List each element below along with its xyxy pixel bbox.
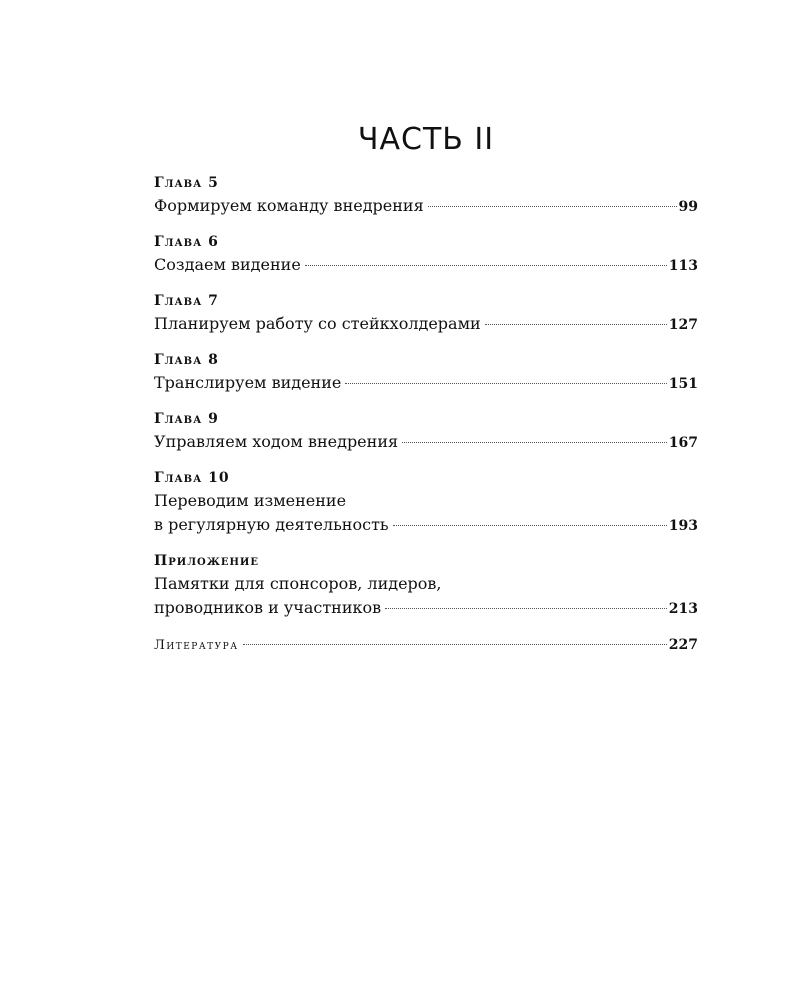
table-of-contents	[154, 172, 698, 658]
chapter-title: в регулярную деятельность	[154, 515, 389, 534]
chapter-title: Формируем команду внедрения	[154, 196, 424, 215]
dot-leader	[305, 265, 667, 266]
toc-entry	[154, 290, 698, 337]
dot-leader	[402, 442, 667, 443]
page-number: 213	[668, 601, 698, 617]
toc-line	[154, 572, 698, 596]
page-number: 193	[668, 518, 698, 534]
chapter-label: Глава 8	[154, 352, 219, 368]
page-number: 151	[668, 376, 698, 392]
dot-leader	[428, 206, 677, 207]
chapter-title: Управляем ходом внедрения	[154, 432, 399, 451]
toc-line	[154, 596, 698, 621]
toc-line	[154, 513, 698, 538]
chapter-title: Создаем видение	[154, 255, 301, 274]
dot-leader	[385, 608, 667, 609]
dot-leader	[393, 525, 667, 526]
dot-leader	[345, 383, 666, 384]
page-number: 167	[668, 435, 698, 451]
chapter-title: Памятки для спонсоров, лидеров,	[154, 574, 442, 593]
toc-entry	[154, 550, 698, 621]
chapter-label: Глава 9	[154, 411, 219, 427]
literature-label: Литература	[154, 638, 239, 653]
toc-line	[154, 253, 698, 278]
toc-line	[154, 430, 698, 455]
toc-line	[154, 312, 698, 337]
toc-line	[154, 489, 698, 513]
chapter-label: Глава 6	[154, 234, 219, 250]
toc-entry	[154, 349, 698, 396]
toc-line	[154, 371, 698, 396]
toc-entry	[154, 231, 698, 278]
chapter-title: Планируем работу со стейкхолдерами	[154, 314, 481, 333]
toc-line	[154, 194, 698, 219]
dot-leader	[485, 324, 667, 325]
toc-entry	[154, 408, 698, 455]
toc-entry	[154, 172, 698, 219]
toc-entry	[154, 467, 698, 538]
chapter-label: Приложение	[154, 553, 260, 569]
chapter-label: Глава 5	[154, 175, 219, 191]
dot-leader	[243, 644, 667, 645]
chapter-label: Глава 7	[154, 293, 219, 309]
chapter-title: Переводим изменение	[154, 491, 347, 510]
page-number: 127	[668, 317, 698, 333]
part-title: ЧАСТЬ II	[357, 122, 495, 157]
page-number: 113	[668, 258, 698, 274]
page-number: 227	[668, 637, 698, 653]
literature-entry	[154, 633, 698, 658]
page-number: 99	[678, 199, 698, 215]
chapter-label: Глава 10	[154, 470, 230, 486]
chapter-title: Транслируем видение	[154, 373, 342, 392]
chapter-title: проводников и участников	[154, 598, 382, 617]
